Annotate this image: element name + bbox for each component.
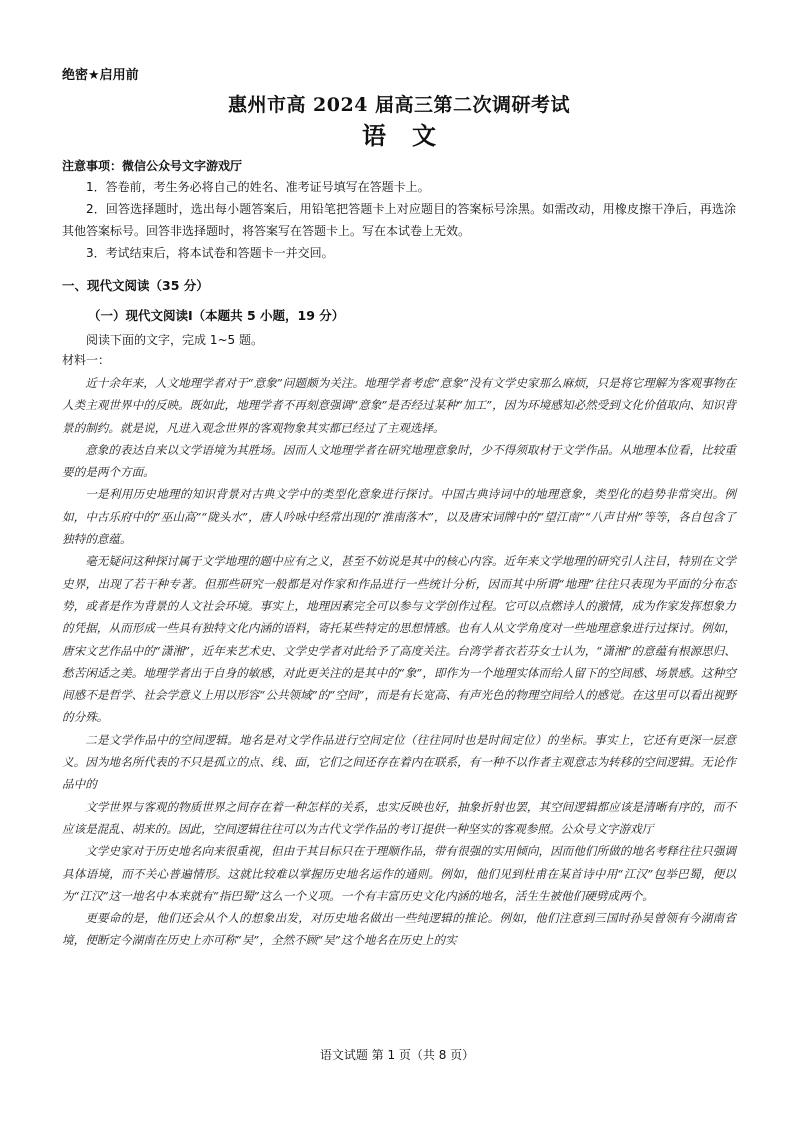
notes-item-2: 2．回答选择题时，选出每小题答案后，用铅笔把答题卡上对应题目的答案标号涂黑。如需改动，用橡皮擦干净后，再选涂其他答案标号。回答非选择题时，将答案写在答题卡上。写在本试卷上无效。 [62,202,736,238]
passage-paragraph: 文学世界与客观的物质世界之间存在着一种怎样的关系，忠实反映也好，抽象折射也罢，其空间逻辑都应该是清晰有序的，而不应该是混乱、胡来的。因此，空间逻辑往往可以为古代文学作品的考订提供一种坚实的客观参照。公众号文字游戏厅 [62,799,736,836]
exam-title: 惠州市高 2024 届高三第二次调研考试 [227,94,571,116]
notes-item-3: 3．考试结束后，将本试卷和答题卡一并交回。 [86,246,334,260]
passage-paragraph: 一是利用历史地理的知识背景对古典文学中的类型化意象进行探讨。中国古典诗词中的地理意象，类型化的趋势非常突出。例如，中古乐府中的“巫山高”“陇头水”，唐人吟咏中经常出现的“淮南落木”，以及唐宋词牌中的“望江南”“八声甘州”等等，各自包含了独特的意蕴。 [62,487,736,547]
passage-paragraph: 文学史家对于历史地名向来很重视，但由于其目标只在于理顺作品，带有很强的实用倾向，因而他们所做的地名考释往往只强调具体语境，而不关心普遍情形。这就比较难以掌握历史地名运作的通则。例如，他们见到杜甫在某首诗中用“江汉”包举巴蜀，便以为“江汉”这一地名中本来就有“指巴蜀”这么一个义项。一个有丰富历史文化内涵的地名，活生生被他们硬劈成两个。 [62,844,736,903]
passage-paragraph: 更要命的是，他们还会从个人的想象出发，对历史地名做出一些纯逻辑的推论。例如，他们注意到三国时孙吴曾领有今湖南省境，便断定今湖南在历史上亦可称“吴”，全然不顾“吴”这个地名在历史上的实 [62,911,736,948]
passage-paragraph: 近十余年来，人文地理学者对于“意象”问题颇为关注。地理学者考虑“意象”没有文学史家那么麻烦，只是将它理解为客观事物在人类主观世界中的反映。既如此，地理学者不再刻意强调“意象”是否经过某种“加工”，因为环境感知必然受到文化价值取向、知识背景的制约。就是说，凡进入观念世界的客观物象其实都已经过了主观选择。 [62,376,736,435]
passage-paragraph: 毫无疑问这种探讨属于文学地理的题中应有之义，甚至不妨说是其中的核心内容。近年来文学地理的研究引人注目，特别在文学史界，出现了若干种专著。但那些研究一般都是对作家和作品进行一些统计分析，因而其中所谓“地理”往往只表现为平面的分布态势，或者是作为背景的人文社会环境。事实上，地理因素完全可以参与文学创作过程。它可以点燃诗人的激情，成为作家发挥想象力的凭据，从而形成一些具有独特文化内涵的语料，寄托某些特定的思想情感。也有人从文学角度对一些地理意象进行过探讨。例如，唐宋文艺作品中的“潇湘”，近年来艺术史、文学史学者对此给予了高度关注。台湾学者衣若芬女士认为，“潇湘”的意蕴有根源思归、愁苦闲适之美。地理学者出于自身的敏感，对此更关注的是其中的“象”，即作为一个地理实体而给人留下的空间感、场景感。这种空间感不是哲学、社会学意义上用以形容“公共领域”的“空间”，而是有长宽高、有声光色的物理空间给人的感觉。在这里可以看出视野的分殊。 [62,554,736,725]
page-footer: 语文试题 第 1 页（共 8 页） [319,1048,475,1062]
notes-heading: 注意事项：微信公众号文字游戏厅 [62,159,243,173]
notes-item-1: 1．答卷前，考生务必将自己的姓名、准考证号填写在答题卡上。 [86,180,430,194]
passage-paragraph: 二是文学作品中的空间逻辑。地名是对文学作品进行空间定位（往往同时也是时间定位）的坐标。事实上，它还有更深一层意义。因为地名所代表的不只是孤立的点、线、面，它们之间还存在着内在联系，有一种不以作者主观意志为转移的空间逻辑。无论作品中的 [62,732,736,792]
subsection-heading: （一）现代文阅读Ⅰ（本题共 5 小题，19 分） [88,308,345,323]
section-heading: 一、现代文阅读（35 分） [62,278,209,293]
material-label: 材料一： [62,353,111,367]
passage-paragraph: 意象的表达自来以文学语境为其胜场。因而人文地理学者在研究地理意象时，少不得须取材于文学作品。从地理本位看，比较重要的是两个方面。 [62,442,736,480]
subject-title: 语文 [362,121,462,150]
confidential-mark: 绝密★启用前 [62,68,139,83]
reading-instruction: 阅读下面的文字，完成 1~5 题。 [86,333,263,347]
